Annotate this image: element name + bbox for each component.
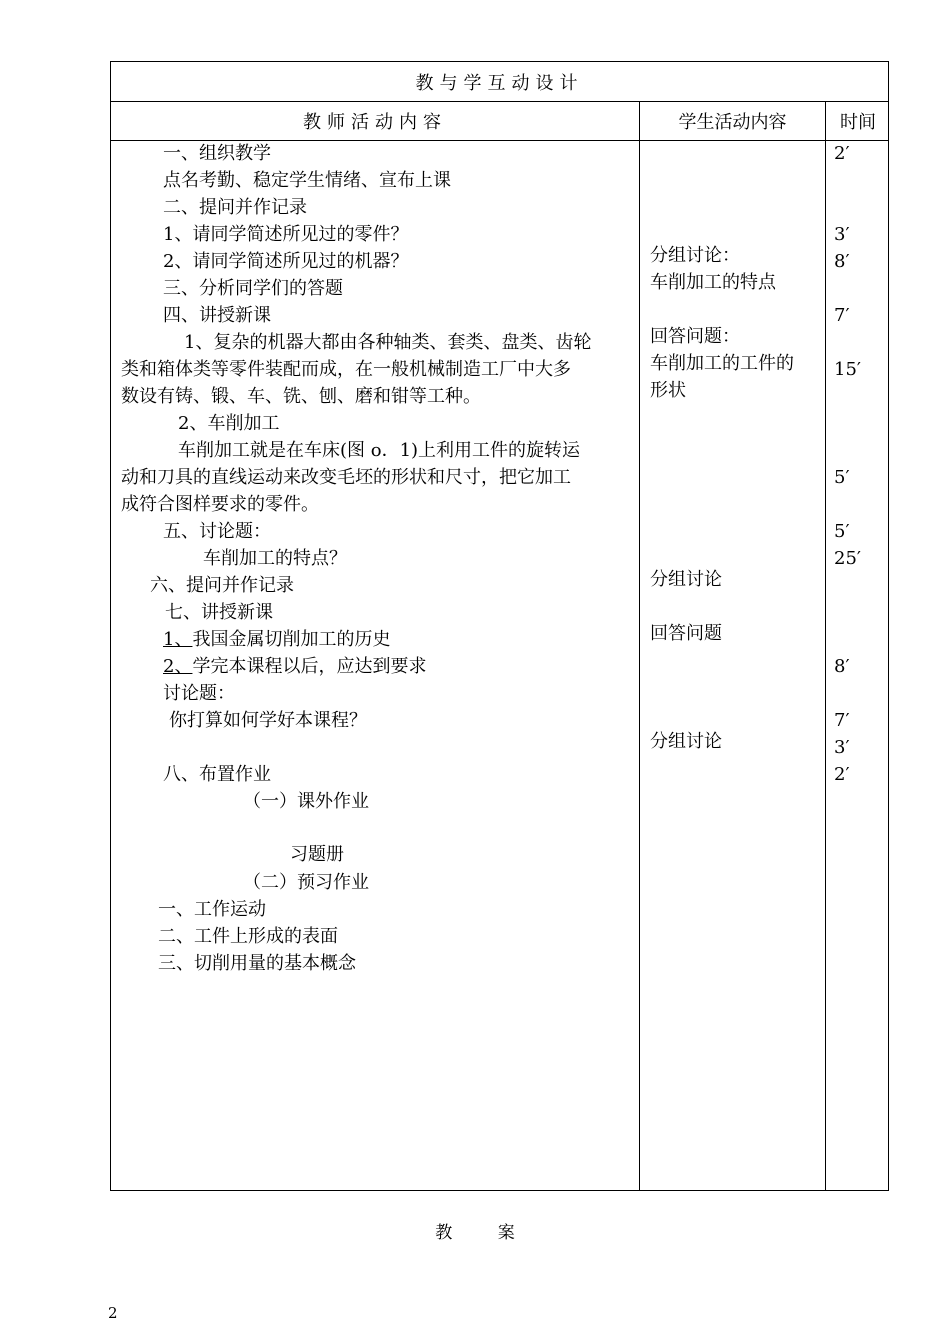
student-line: 分组讨论 — [650, 569, 722, 590]
time-value: 5′ — [834, 467, 850, 488]
student-line: 分组讨论 — [650, 731, 722, 752]
student-line: 回答问题 — [650, 623, 722, 644]
teacher-line — [163, 653, 426, 680]
teacher-line: 二、工件上形成的表面 — [158, 926, 338, 947]
time-value: 2′ — [834, 143, 850, 164]
page-number: 2 — [108, 1304, 118, 1322]
teacher-line: 类和箱体类等零件装配而成，在一般机械制造工厂中大多 — [121, 359, 571, 380]
list-number-underlined: 2、 — [163, 656, 193, 677]
student-line: 车削加工的工件的 — [650, 353, 794, 374]
time-value: 3′ — [834, 737, 850, 758]
teacher-line: 数设有铸、锻、车、铣、刨、磨和钳等工种。 — [121, 386, 481, 407]
time-value: 25′ — [834, 548, 861, 569]
time-value: 3′ — [834, 224, 850, 245]
teacher-line: 动和刀具的直线运动来改变毛坯的形状和尺寸，把它加工 — [121, 467, 571, 488]
list-text: 学完本课程以后，应达到要求 — [192, 656, 427, 677]
teacher-line: 一、工作运动 — [158, 899, 266, 920]
header-time: 时间 — [840, 112, 876, 133]
student-line: 形状 — [650, 380, 686, 401]
teacher-line: 车削加工的特点？ — [203, 548, 347, 569]
header-student-activity: 学生活动内容 — [678, 112, 787, 133]
time-value: 8′ — [834, 656, 850, 677]
teacher-line: 2、请同学简述所见过的机器？ — [163, 251, 409, 272]
column-divider-1 — [639, 101, 640, 1190]
teacher-line — [163, 626, 390, 653]
time-value: 7′ — [834, 305, 850, 326]
student-line: 车削加工的特点 — [650, 272, 776, 293]
time-value: 7′ — [834, 710, 850, 731]
teacher-line: 三、分析同学们的答题 — [163, 278, 343, 299]
time-value: 5′ — [834, 521, 850, 542]
teacher-line: 习题册 — [290, 844, 344, 865]
teacher-line: 1、请同学简述所见过的零件？ — [163, 224, 409, 245]
teacher-line: 五、讨论题： — [163, 521, 271, 542]
time-value: 2′ — [834, 764, 850, 785]
time-value: 8′ — [834, 251, 850, 272]
teacher-line: 三、切削用量的基本概念 — [158, 953, 356, 974]
teacher-line: 一、组织教学 — [163, 143, 271, 164]
time-value: 15′ — [834, 359, 861, 380]
list-number-underlined: 1、 — [163, 629, 193, 650]
footer-title: 教 案 — [435, 1223, 535, 1243]
teacher-line: 1、复杂的机器大都由各种轴类、套类、盘类、齿轮 — [184, 332, 592, 353]
teacher-line: 车削加工就是在车床(图 o．1)上利用工件的旋转运 — [178, 440, 581, 461]
teacher-line: （一）课外作业 — [243, 791, 369, 812]
header-teacher-activity: 教师活动内容 — [303, 112, 447, 133]
teacher-line: 成符合图样要求的零件。 — [121, 494, 319, 515]
teacher-line: 六、提问并作记录 — [150, 575, 294, 596]
teacher-line: 讨论题： — [163, 683, 235, 704]
column-divider-2 — [825, 101, 826, 1190]
student-line: 分组讨论： — [650, 245, 740, 266]
teacher-line: 二、提问并作记录 — [163, 197, 307, 218]
table-title: 教与学互动设计 — [415, 72, 584, 94]
teacher-line: （二）预习作业 — [243, 872, 369, 893]
teacher-line: 八、布置作业 — [163, 764, 271, 785]
list-text: 我国金属切削加工的历史 — [192, 629, 391, 650]
teacher-line: 点名考勤、稳定学生情绪、宣布上课 — [163, 170, 451, 191]
teacher-line: 四、讲授新课 — [163, 305, 271, 326]
teacher-line: 七、讲授新课 — [165, 602, 273, 623]
teacher-line: 你打算如何学好本课程？ — [169, 710, 367, 731]
student-line: 回答问题： — [650, 326, 740, 347]
teacher-line: 2、车削加工 — [178, 413, 280, 434]
